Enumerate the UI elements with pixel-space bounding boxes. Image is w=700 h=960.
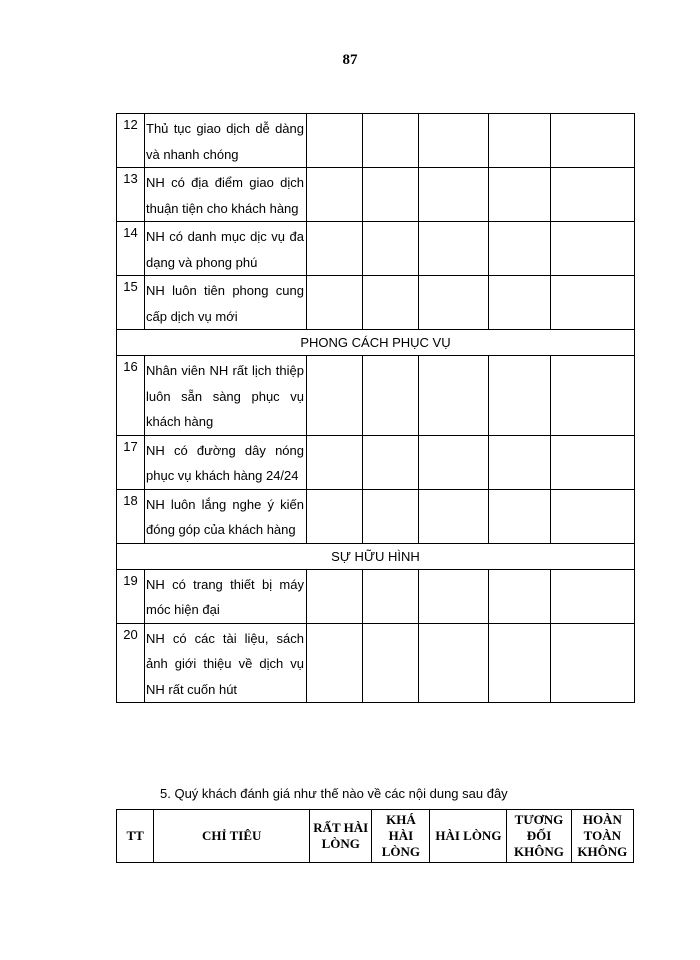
row-number: 17 (117, 435, 145, 489)
rating-cell[interactable] (363, 623, 419, 703)
row-content: NH có địa điểm giao dịch thuận tiện cho khách hàng (145, 168, 307, 222)
rating-cell[interactable] (307, 276, 363, 330)
row-number: 20 (117, 623, 145, 703)
rating-cell[interactable] (419, 569, 489, 623)
rating-cell[interactable] (363, 435, 419, 489)
header-tt: TT (117, 810, 154, 863)
rating-cell[interactable] (551, 489, 635, 543)
section-heading: PHONG CÁCH PHỤC VỤ (117, 330, 635, 356)
rating-cell[interactable] (363, 569, 419, 623)
row-content: Thủ tục giao dịch dễ dàng và nhanh chóng (145, 114, 307, 168)
rating-cell[interactable] (419, 276, 489, 330)
rating-cell[interactable] (363, 489, 419, 543)
header-rat-hai-long: RẤT HÀI LÒNG (310, 810, 372, 863)
rating-cell[interactable] (489, 222, 551, 276)
rating-cell[interactable] (489, 435, 551, 489)
section-row (117, 330, 635, 356)
rating-cell[interactable] (419, 222, 489, 276)
row-content: NH có đường dây nóng phục vụ khách hàng 24/24 (145, 435, 307, 489)
rating-cell[interactable] (419, 623, 489, 703)
row-number: 15 (117, 276, 145, 330)
rating-cell[interactable] (363, 114, 419, 168)
rating-cell[interactable] (363, 222, 419, 276)
row-number: 14 (117, 222, 145, 276)
rating-cell[interactable] (363, 356, 419, 436)
table-row (117, 222, 635, 276)
rating-cell[interactable] (419, 114, 489, 168)
header-chi-tieu: CHỈ TIÊU (154, 810, 310, 863)
rating-cell[interactable] (363, 276, 419, 330)
row-content: NH có các tài liệu, sách ảnh giới thiệu về dịch vụ NH rất cuốn hút (145, 623, 307, 703)
rating-cell[interactable] (307, 623, 363, 703)
table-row (117, 356, 635, 436)
rating-cell[interactable] (551, 356, 635, 436)
row-number: 18 (117, 489, 145, 543)
rating-cell[interactable] (551, 222, 635, 276)
table-row (117, 623, 635, 703)
rating-cell[interactable] (551, 276, 635, 330)
header-hai-long: HÀI LÒNG (430, 810, 507, 863)
header-tuong-doi-khong: TƯƠNG ĐỐI KHÔNG (507, 810, 571, 863)
row-content: NH có trang thiết bị máy móc hiện đại (145, 569, 307, 623)
row-number: 19 (117, 569, 145, 623)
rating-cell[interactable] (551, 435, 635, 489)
row-number: 16 (117, 356, 145, 436)
header-row (117, 810, 634, 863)
table-row (117, 276, 635, 330)
table-row (117, 489, 635, 543)
row-number: 12 (117, 114, 145, 168)
row-content: Nhân viên NH rất lịch thiệp luôn sẵn sàng phục vụ khách hàng (145, 356, 307, 436)
table-row (117, 435, 635, 489)
header-hoan-toan-khong: HOÀN TOÀN KHÔNG (571, 810, 633, 863)
table-row (117, 168, 635, 222)
rating-cell[interactable] (307, 168, 363, 222)
criteria-table (116, 809, 634, 863)
rating-cell[interactable] (489, 489, 551, 543)
survey-table (116, 113, 635, 703)
rating-cell[interactable] (419, 356, 489, 436)
page-number: 87 (342, 52, 358, 68)
rating-cell[interactable] (307, 114, 363, 168)
rating-cell[interactable] (489, 623, 551, 703)
rating-cell[interactable] (551, 114, 635, 168)
table-row (117, 114, 635, 168)
header-kha-hai-long: KHÁ HÀI LÒNG (372, 810, 430, 863)
rating-cell[interactable] (363, 168, 419, 222)
table-row (117, 569, 635, 623)
rating-cell[interactable] (419, 489, 489, 543)
rating-cell[interactable] (307, 435, 363, 489)
section-row (117, 543, 635, 569)
rating-cell[interactable] (551, 168, 635, 222)
rating-cell[interactable] (419, 168, 489, 222)
rating-cell[interactable] (489, 168, 551, 222)
rating-cell[interactable] (307, 569, 363, 623)
rating-cell[interactable] (307, 222, 363, 276)
rating-cell[interactable] (307, 489, 363, 543)
rating-cell[interactable] (489, 276, 551, 330)
rating-cell[interactable] (489, 356, 551, 436)
section-heading: SỰ HỮU HÌNH (117, 543, 635, 569)
rating-cell[interactable] (551, 623, 635, 703)
rating-cell[interactable] (551, 569, 635, 623)
rating-cell[interactable] (489, 569, 551, 623)
rating-cell[interactable] (307, 356, 363, 436)
rating-cell[interactable] (489, 114, 551, 168)
rating-cell[interactable] (419, 435, 489, 489)
row-content: NH luôn lắng nghe ý kiến đóng góp của khách hàng (145, 489, 307, 543)
row-number: 13 (117, 168, 145, 222)
row-content: NH luôn tiên phong cung cấp dịch vụ mới (145, 276, 307, 330)
row-content: NH có danh mục dịc vụ đa dạng và phong phú (145, 222, 307, 276)
question-text: 5. Quý khách đánh giá như thế nào về các nội dung sau đây (160, 786, 508, 801)
